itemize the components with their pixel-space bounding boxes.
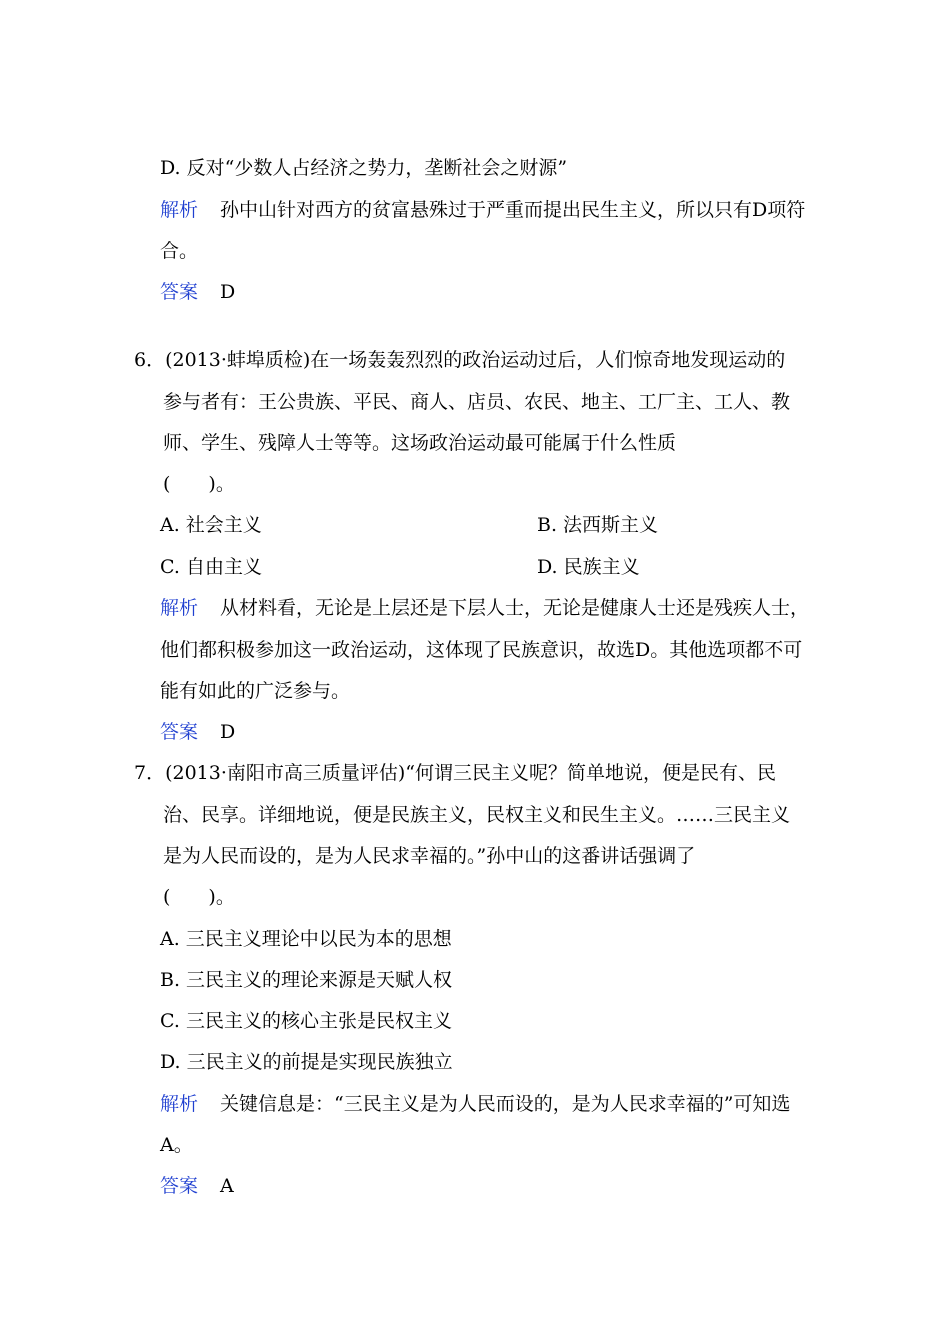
q7-analysis-text-1: 关键信息是：“三民主义是为人民而设的，是为人民求幸福的”可知选 (220, 1093, 791, 1115)
q6-option-b: B. 法西斯主义 (537, 514, 659, 536)
q5-analysis-text-1: 孙中山针对西方的贫富悬殊过于严重而提出民生主义，所以只有D项符 (220, 199, 806, 221)
q7-option-d: D. 三民主义的前提是实现民族独立 (160, 1051, 453, 1073)
q5-analysis (160, 197, 805, 223)
q6-answer (160, 719, 235, 745)
answer-label: 答案 (160, 721, 199, 743)
q5-option-d: D. 反对“少数人占经济之势力，垄断社会之财源” (160, 157, 568, 179)
q6-analysis (160, 595, 809, 621)
q6-stem-1: 6．(2013·蚌埠质检)在一场轰轰烈烈的政治运动过后，人们惊奇地发现运动的 (134, 349, 786, 371)
q6-stem-2: 参与者有：王公贵族、平民、商人、店员、农民、地主、工厂主、工人、教 (163, 391, 791, 413)
q6-blank: ( )。 (163, 473, 235, 495)
q7-analysis-text-2: A。 (160, 1134, 193, 1156)
q7-stem-3: 是为人民而设的，是为人民求幸福的。”孙中山的这番讲话强调了 (163, 845, 696, 867)
q7-option-b: B. 三民主义的理论来源是天赋人权 (160, 969, 453, 991)
q5-analysis-text-2: 合。 (160, 240, 199, 262)
q7-answer-value: A (220, 1175, 234, 1197)
analysis-label: 解析 (160, 597, 199, 619)
q6-answer-value: D (220, 721, 236, 743)
q6-option-a: A. 社会主义 (160, 514, 262, 536)
q6-option-c: C. 自由主义 (160, 556, 262, 578)
q7-option-c: C. 三民主义的核心主张是民权主义 (160, 1010, 452, 1032)
q7-analysis (160, 1091, 790, 1117)
q7-option-a: A. 三民主义理论中以民为本的思想 (160, 928, 452, 950)
q6-stem-3: 师、学生、残障人士等等。这场政治运动最可能属于什么性质 (163, 432, 677, 454)
analysis-label: 解析 (160, 1093, 199, 1115)
q6-analysis-text-1: 从材料看，无论是上层还是下层人士，无论是健康人士还是残疾人士， (220, 597, 810, 619)
q5-answer-value: D (220, 281, 236, 303)
q6-analysis-text-2: 他们都积极参加这一政治运动，这体现了民族意识，故选D。其他选项都不可 (160, 639, 803, 661)
q5-answer (160, 279, 235, 305)
q7-answer (160, 1173, 234, 1199)
q7-stem-1: 7．(2013·南阳市高三质量评估)“何谓三民主义呢？简单地说，便是民有、民 (134, 762, 777, 784)
q6-option-d: D. 民族主义 (537, 556, 640, 578)
answer-label: 答案 (160, 281, 199, 303)
analysis-label: 解析 (160, 199, 199, 221)
answer-label: 答案 (160, 1175, 199, 1197)
q7-stem-2: 治、民享。详细地说，便是民族主义，民权主义和民生主义。……三民主义 (163, 804, 791, 826)
q7-blank: ( )。 (163, 886, 235, 908)
q6-analysis-text-3: 能有如此的广泛参与。 (160, 680, 351, 702)
